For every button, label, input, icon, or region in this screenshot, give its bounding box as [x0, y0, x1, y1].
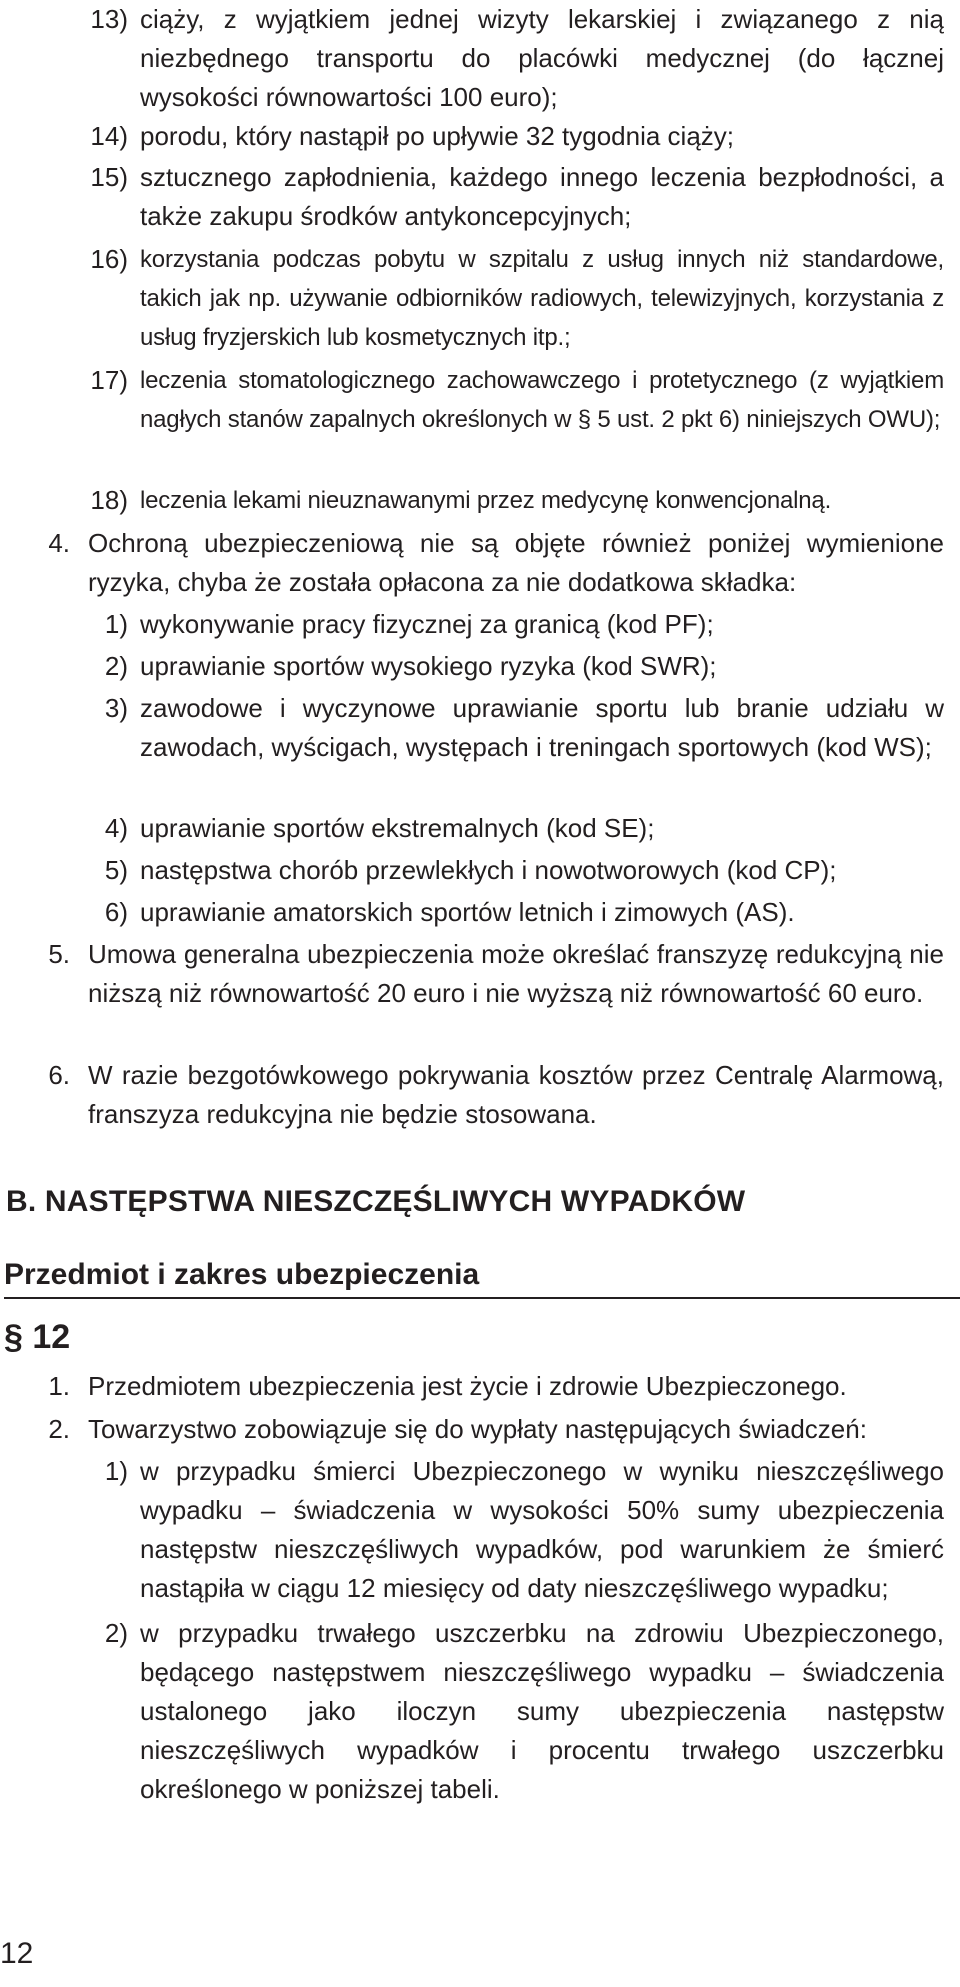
- item-number: 13): [90, 4, 128, 34]
- item-text: leczenia lekami nieuznawanymi przez medycynę konwencjonalną.: [140, 487, 832, 514]
- point-text: Towarzystwo zobowiązuje się do wypłaty następujących świadczeń:: [88, 1414, 867, 1444]
- item-number: 1): [104, 609, 128, 639]
- item-number: 2): [104, 1618, 128, 1648]
- item-text: porodu, który nastąpił po upływie 32 tygodnia ciąży;: [140, 121, 735, 151]
- item-number: 18): [90, 485, 128, 515]
- item-text: w przypadku trwałego uszczerbku na zdrowiu Ubezpieczonego, będącego następstwem nieszczęśliwego wypadku – świadczenia ustalonego jako iloczyn sumy ubezpieczenia następstw nieszczęśliwych wypadków i procentu trwałego uszczerbku określonego w poniższej tabeli.: [140, 1618, 944, 1804]
- point-text: Przedmiotem ubezpieczenia jest życie i zdrowie Ubezpieczonego.: [88, 1371, 847, 1401]
- item-number: 15): [90, 162, 128, 192]
- subsection-heading: Przedmiot i zakres ubezpieczenia: [4, 1258, 480, 1291]
- item-text: leczenia stomatologicznego zachowawczego i protetycznego (z wyjątkiem nagłych stanów zapalnych określonych w § 5 ust. 2 pkt 6) niniejszych OWU);: [140, 367, 944, 433]
- point-number: 2.: [48, 1414, 70, 1444]
- item-text: następstwa chorób przewlekłych i nowotworowych (kod CP);: [140, 855, 837, 885]
- section-heading: B. NASTĘPSTWA NIESZCZĘŚLIWYCH WYPADKÓW: [6, 1185, 746, 1218]
- point-number: 4.: [48, 528, 70, 558]
- item-text: sztucznego zapłodnienia, każdego innego leczenia bezpłodności, a także zakupu środków antykoncepcyjnych;: [140, 162, 944, 231]
- item-number: 17): [90, 365, 128, 395]
- item-text: ciąży, z wyjątkiem jednej wizyty lekarskiej i związanego z nią niezbędnego transportu do placówki medycznej (do łącznej wysokości równowartości 100 euro);: [140, 4, 944, 112]
- item-number: 6): [104, 897, 128, 927]
- item-text: wykonywanie pracy fizycznej za granicą (kod PF);: [140, 609, 714, 639]
- item-number: 16): [90, 244, 128, 274]
- point-text: Umowa generalna ubezpieczenia może określać franszyzę redukcyjną nie niższą niż równowartość 20 euro i nie wyższą niż równowartość 60 euro.: [88, 939, 944, 1008]
- item-text: zawodowe i wyczynowe uprawianie sportu lub branie udziału w zawodach, wyścigach, występach i treningach sportowych (kod WS);: [140, 693, 944, 762]
- item-text: uprawianie sportów wysokiego ryzyka (kod SWR);: [140, 651, 717, 681]
- item-number: 4): [104, 813, 128, 843]
- point-number: 6.: [48, 1060, 70, 1090]
- point-number: 5.: [48, 939, 70, 969]
- point-text: W razie bezgotówkowego pokrywania kosztów przez Centralę Alarmową, franszyza redukcyjna nie będzie stosowana.: [88, 1060, 944, 1129]
- item-text: w przypadku śmierci Ubezpieczonego w wyniku nieszczęśliwego wypadku – świadczenia w wysokości 50% sumy ubezpieczenia następstw nieszczęśliwych wypadków, pod warunkiem że śmierć nastąpiła w ciągu 12 miesięcy od daty nieszczęśliwego wypadku;: [140, 1456, 944, 1603]
- point-number: 1.: [48, 1371, 70, 1401]
- heading-underline: [4, 1297, 960, 1299]
- page-number: 12: [0, 1937, 34, 1970]
- item-number: 3): [104, 693, 128, 723]
- item-text: uprawianie amatorskich sportów letnich i zimowych (AS).: [140, 897, 795, 927]
- item-text: uprawianie sportów ekstremalnych (kod SE);: [140, 813, 655, 843]
- item-number: 1): [104, 1456, 128, 1486]
- item-number: 5): [104, 855, 128, 885]
- item-number: 2): [104, 651, 128, 681]
- item-number: 14): [90, 121, 128, 151]
- point-text: Ochroną ubezpieczeniową nie są objęte również poniżej wymienione ryzyka, chyba że została opłacona za nie dodatkowa składka:: [88, 528, 944, 597]
- paragraph-number: § 12: [4, 1318, 71, 1356]
- item-text: korzystania podczas pobytu w szpitalu z usług innych niż standardowe, takich jak np. używanie odbiorników radiowych, telewizyjnych, korzystania z usług fryzjerskich lub kosmetycznych itp.;: [140, 246, 944, 351]
